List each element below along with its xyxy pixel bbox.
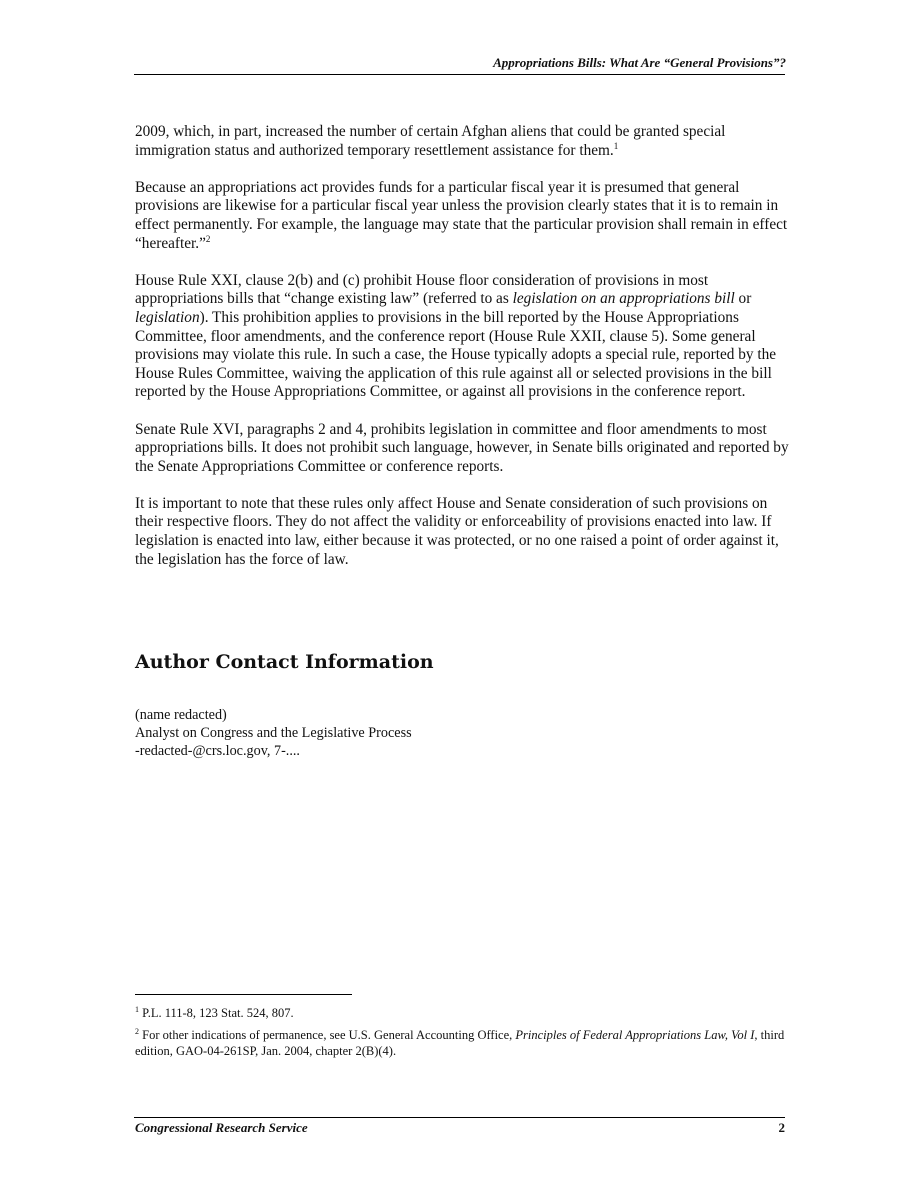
footnote-ref-1[interactable]: 1 bbox=[613, 140, 619, 151]
author-title: Analyst on Congress and the Legislative Process bbox=[135, 725, 412, 741]
paragraph-5: It is important to note that these rules only affect House and Senate consideration of such provisions on their respective floors. They do not affect the validity or enforceability of provisions enacted into law. If legislation is enacted into law, either because it was protected, or no one raised a point of order against it, the legislation has the force of law. bbox=[135, 494, 779, 568]
footnote-rule bbox=[135, 994, 352, 995]
header-rule bbox=[134, 74, 785, 75]
author-contact-block bbox=[135, 706, 412, 760]
footnote-ref-2[interactable]: 2 bbox=[205, 233, 211, 244]
paragraph-2: Because an appropriations act provides funds for a particular fiscal year it is presumed that general provisions are likewise for a particular fiscal year unless the provision clearly states that it is to remain in effect permanently. For example, the language may state that the particular provision shall remain in effect “hereafter.”$^2$ bbox=[135, 178, 788, 252]
footer-org: Congressional Research Service bbox=[135, 1120, 308, 1135]
footnote-2: $^2$ For other indications of permanence, see U.S. General Accounting Office, Principles of Federal Appropriations Law, Vol I, third edition, GAO-04-261SP, Jan. 2004, chapter 2(B)(4). bbox=[135, 1027, 785, 1058]
footnotes bbox=[135, 1005, 790, 1065]
footnote-1: $^1$ P.L. 111-8, 123 Stat. 524, 807. bbox=[135, 1005, 294, 1020]
body-text bbox=[135, 123, 790, 588]
paragraph-1: 2009, which, in part, increased the number of certain Afghan aliens that could be granted special immigration status and authorized temporary resettlement assistance for them.$^1$ bbox=[135, 123, 726, 159]
author-contact-heading: Author Contact Information bbox=[135, 651, 434, 673]
footer-rule bbox=[134, 1117, 785, 1118]
author-name: (name redacted) bbox=[135, 707, 227, 723]
author-email[interactable]: -redacted-@crs.loc.gov, 7-.... bbox=[135, 743, 300, 759]
running-header: Appropriations Bills: What Are “General Provisions”? bbox=[493, 55, 786, 70]
paragraph-4: Senate Rule XVI, paragraphs 2 and 4, prohibits legislation in committee and floor amendments to most appropriations bills. It does not prohibit such language, however, in Senate bills originated and reported by the Senate Appropriations Committee or conference reports. bbox=[135, 420, 789, 475]
paragraph-3: House Rule XXI, clause 2(b) and (c) prohibit House floor consideration of provisions in most appropriations bills that “change existing law” (referred to as legislation on an appropriations bill or legislation). This prohibition applies to provisions in the bill reported by the House Appropriations Committee, floor amendments, and the conference report (House Rule XXII, clause 5). Some general provisions may violate this rule. In such a case, the House typically adopts a special rule, reported by the House Rules Committee, waiving the application of this rule against all or selected provisions in the bill reported by the House Appropriations Committee, or against all provisions in the conference report. bbox=[135, 271, 777, 401]
page-number: 2 bbox=[778, 1120, 785, 1135]
